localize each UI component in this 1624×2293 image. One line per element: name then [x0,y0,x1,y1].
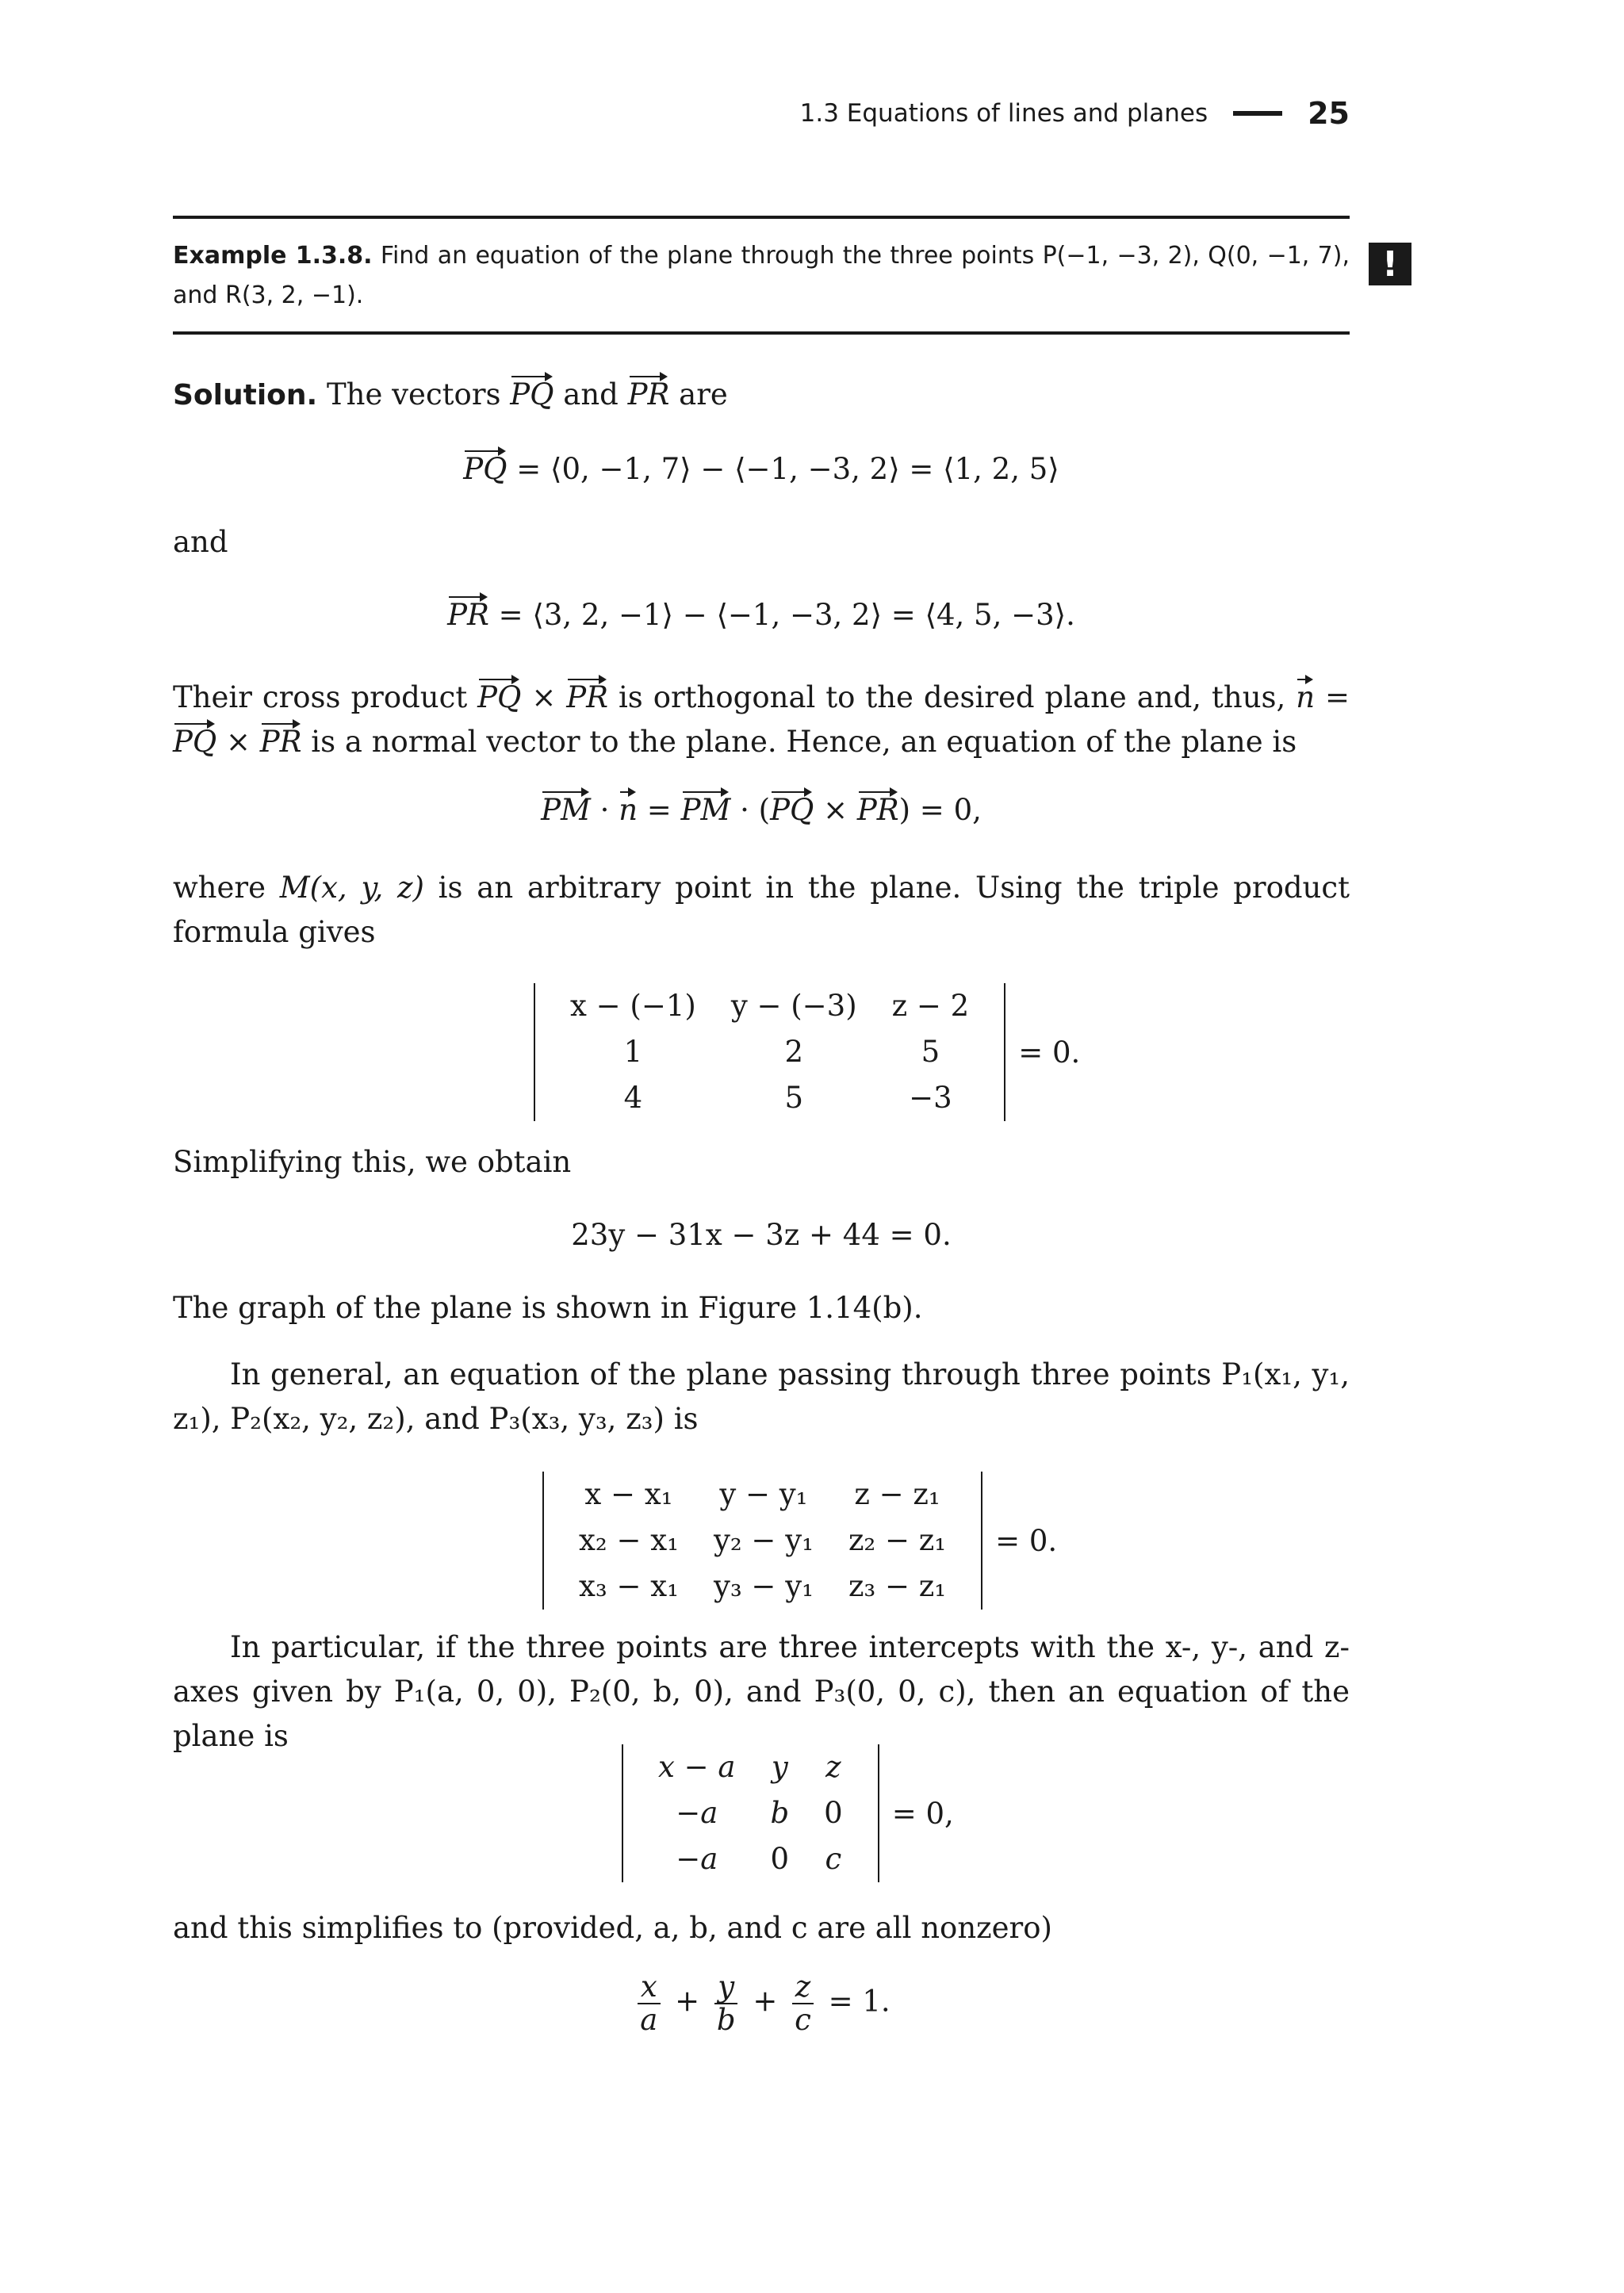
det-cell: z − 2 [891,989,970,1023]
cross-text-d: is a normal vector to the plane. Hence, an equation of the plane is [301,725,1297,759]
det-cell: z₃ − z₁ [848,1569,947,1603]
particular-paragraph: In particular, if the three points are three intercepts with the x-, y-, and z-axes given by P₁(a, 0, 0), P₂(0, b, 0), and P₃(0, 0, c), then an equation of the plane is [173,1630,1350,1753]
equals-symbol: = [638,793,681,827]
solution-intro [173,373,1350,418]
equation-pr-rhs: = ⟨3, 2, −1⟩ − ⟨−1, −3, 2⟩ = ⟨4, 5, −3⟩. [488,598,1075,632]
dot-open: · ( [730,793,771,827]
general-points: P₁(x₁, y₁, z₁), P₂(x₂, y₂, z₂), and P₃(x₃, y₃, z₃) is [173,1357,1350,1436]
numerator: x [638,1971,661,2004]
det-cell: 5 [921,1035,940,1069]
det-cell: z − z₁ [854,1477,940,1511]
vector-pq: PQ [770,788,814,833]
times-symbol: × [216,725,260,759]
denominator: b [716,2003,736,2037]
determinant-intercepts [622,1744,954,1882]
det-cell: x − x₁ [584,1477,673,1511]
solution-intro-and: and [553,377,628,412]
det-cell: y − (−3) [730,989,857,1023]
exclamation-icon: ! [1369,243,1411,285]
vector-pr: PR [857,788,899,833]
determinant-example-matrix [534,983,1005,1121]
header-rule [1233,111,1282,116]
dot-close: ) = 0, [898,793,982,827]
det-cell: b [770,1796,790,1830]
solution-intro-are: are [669,377,728,412]
section-title: 1.3 Equations of lines and planes [799,99,1208,128]
det-cell: 1 [623,1035,643,1069]
page-number: 25 [1308,96,1350,131]
det-cell: −3 [909,1081,952,1115]
det-row [561,1472,963,1518]
times-symbol: × [814,793,857,827]
example-bottom-rule [173,331,1350,335]
det-row [553,1075,986,1121]
where-text-a: where [173,871,280,905]
dot-symbol: · [590,793,619,827]
fraction-y-b [714,1971,739,2036]
example-text: Find an equation of the plane through the three points P(−1, −3, 2), Q(0, −1, 7), and R(3, 2, −1). [173,242,1350,309]
denominator: c [795,2003,811,2037]
vector-pq: PQ [477,676,521,720]
det-cell: x − a [658,1750,736,1784]
solution-heading: Solution. [173,379,318,412]
det-cell: x₂ − x₁ [579,1523,679,1557]
cross-text-a: Their cross product [173,680,478,714]
det-cell: 0 [770,1842,790,1876]
equals-one: = 1. [828,1984,891,2019]
example-statement [173,236,1350,316]
determinant-intercepts-matrix [622,1744,879,1882]
example-top-rule [173,216,1350,219]
det-cell: y₂ − y₁ [713,1523,814,1557]
det-cell: z [825,1750,841,1784]
vector-pr: PR [447,593,489,637]
intercept-form-equation [173,1971,1350,2036]
running-header [800,94,1350,133]
det-cell: x − (−1) [570,989,696,1023]
vector-pr: PR [260,720,302,764]
vector-pr: PR [628,373,670,417]
vector-pq: PQ [510,373,553,417]
plus-symbol: + [753,1984,778,2019]
det-row [553,983,986,1029]
graph-note: The graph of the plane is shown in Figure 1.14(b). [173,1291,923,1325]
vector-pr: PR [566,676,608,720]
simplifies-text: and this simplifies to (provided, a, b, and c are all nonzero) [173,1911,1052,1945]
vector-pm: PM [681,788,731,833]
det-cell: c [825,1842,842,1876]
det-cell: −a [676,1842,718,1876]
det-cell: y₃ − y₁ [713,1569,814,1603]
det-cell: y [771,1750,788,1784]
and-word: and [173,525,228,559]
det-cell: x₃ − x₁ [579,1569,679,1603]
det-cell: 4 [623,1081,643,1115]
cross-text-b: is orthogonal to the desired plane and, thus, [608,680,1297,714]
fraction-x-a [637,1971,661,2036]
det-row [561,1518,963,1564]
vector-n: n [619,788,638,833]
where-text-b: is an arbitrary point in the plane. Using the triple product formula gives [173,871,1350,949]
textbook-page [173,0,1399,2293]
det-cell: 2 [784,1035,803,1069]
vector-pm: PM [541,788,591,833]
det-cell: 0 [824,1796,843,1830]
det-cell: 5 [784,1081,803,1115]
point-m: M(x, y, z) [279,871,424,905]
result-equation: 23y − 31x − 3z + 44 = 0. [571,1218,952,1252]
simplifying-text: Simplifying this, we obtain [173,1145,572,1179]
equation-pq [173,447,1350,492]
plus-symbol: + [675,1984,700,2019]
det-row [561,1564,963,1610]
determinant-general-matrix [542,1472,982,1610]
det-cell: z₂ − z₁ [848,1523,947,1557]
determinant-general [542,1472,1057,1610]
example-label: Example 1.3.8. [173,242,373,270]
determinant-example [534,983,1080,1121]
det-row [553,1029,986,1075]
determinant-general-rhs: = 0. [995,1523,1058,1558]
det-row [641,1790,860,1836]
where-paragraph [173,866,1350,955]
vector-pq: PQ [463,447,507,492]
solution-intro-text: The vectors [326,377,511,412]
numerator: y [714,1971,737,2004]
det-cell: −a [676,1796,718,1830]
det-row [641,1744,860,1790]
numerator: z [792,1971,814,2004]
times-symbol: × [521,680,567,714]
general-paragraph [173,1353,1350,1441]
vector-n: n [1296,676,1315,720]
equation-plane-dot [173,788,1350,833]
vector-pq: PQ [173,720,216,764]
denominator: a [640,2003,658,2037]
fraction-z-c [791,1971,814,2036]
cross-product-paragraph [173,676,1350,764]
equation-pr [173,593,1350,637]
general-text: In general, an equation of the plane passing through three points [230,1357,1222,1391]
determinant-example-rhs: = 0. [1018,1035,1081,1070]
equals-symbol: = [1315,680,1350,714]
det-row [641,1836,860,1882]
equation-pq-rhs: = ⟨0, −1, 7⟩ − ⟨−1, −3, 2⟩ = ⟨1, 2, 5⟩ [507,452,1059,486]
determinant-intercepts-rhs: = 0, [891,1796,954,1831]
det-cell: y − y₁ [719,1477,808,1511]
